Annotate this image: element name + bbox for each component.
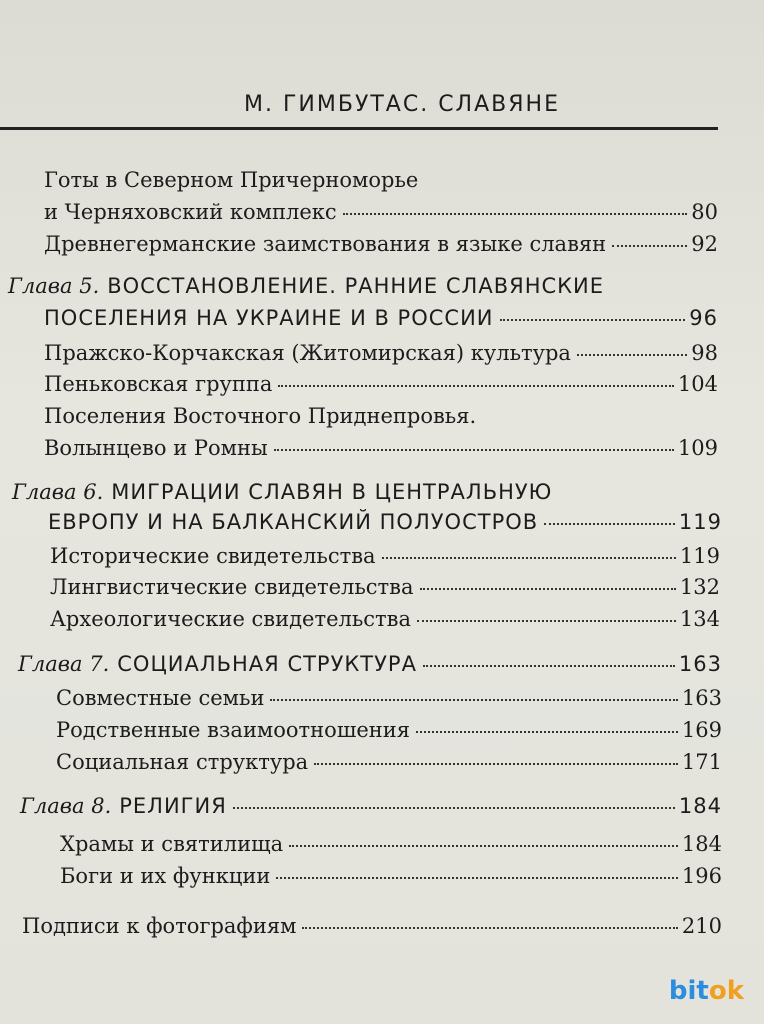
watermark-text-1: bit [668, 976, 709, 1006]
toc-leader-dots [612, 245, 687, 247]
toc-leader-dots [423, 665, 675, 667]
toc-leader-dots [500, 319, 686, 321]
toc-page-number: 210 [681, 914, 722, 938]
toc-entry-text: Пеньковская группа [44, 372, 273, 396]
toc-chapter-5 [44, 304, 718, 332]
toc-page-number: 184 [681, 832, 722, 856]
toc-entry-text: Исторические свидетельства [50, 544, 376, 568]
watermark-logo [669, 976, 744, 1006]
toc-entry-text: Совместные семьи [56, 686, 265, 710]
toc-leader-dots [416, 731, 678, 733]
toc-entry-germanic [44, 230, 718, 258]
toc-leader-dots [276, 877, 678, 879]
toc-page-number: 196 [681, 864, 722, 888]
toc-page-number: 96 [689, 306, 718, 330]
toc-leader-dots [278, 385, 674, 387]
toc-page-number: 163 [681, 686, 722, 710]
toc-chapter-5-line1 [8, 272, 604, 300]
toc-entry-dnieper [44, 434, 718, 462]
chapter-label: Глава 8. [20, 794, 112, 818]
toc-leader-dots [343, 213, 688, 215]
chapter-label: Глава 7. [18, 652, 110, 676]
toc-page-number: 119 [678, 510, 722, 534]
toc-entry-text: Готы в Северном Причерноморье [44, 168, 419, 192]
toc-leader-dots [577, 354, 687, 356]
toc-leader-dots [314, 763, 678, 765]
toc-entry-text: Поселения Восточного Приднепровья. [44, 404, 477, 428]
toc-chapter-7 [18, 650, 722, 678]
toc-entry-kinship [56, 716, 722, 744]
toc-page-number: 169 [681, 718, 722, 742]
toc-entry-text: Храмы и святилища [60, 832, 284, 856]
toc-chapter-6-line1 [12, 478, 552, 506]
toc-entry-goths-line1 [44, 166, 418, 194]
toc-page-number: 134 [679, 607, 720, 631]
toc-entry-text: Социальная структура [56, 750, 309, 774]
toc-leader-dots [420, 588, 676, 590]
toc-leader-dots [289, 845, 678, 847]
chapter-title: РЕЛИГИЯ [119, 794, 227, 818]
toc-entry-temples [60, 830, 722, 858]
toc-page-number: 109 [677, 436, 718, 460]
toc-page-number: 184 [678, 794, 722, 818]
toc-entry-gods [60, 862, 722, 890]
toc-entry-dnieper-line1 [44, 402, 476, 430]
toc-entry-joint-families [56, 684, 722, 712]
toc-leader-dots [544, 523, 675, 525]
toc-page-number: 104 [677, 372, 718, 396]
toc-page-number: 92 [691, 232, 718, 256]
toc-leader-dots [233, 807, 675, 809]
toc-page-number: 119 [679, 544, 720, 568]
toc-page-number: 171 [681, 750, 722, 774]
toc-entry-text: и Черняховский комплекс [44, 200, 337, 224]
toc-page-number: 163 [678, 652, 722, 676]
chapter-title: ПОСЕЛЕНИЯ НА УКРАИНЕ И В РОССИИ [44, 306, 494, 330]
toc-entry-text: Волынцево и Ромны [44, 436, 268, 460]
toc-entry-photo-captions [22, 912, 722, 940]
toc-leader-dots [274, 449, 674, 451]
toc-leader-dots [417, 620, 676, 622]
toc-entry-text: Боги и их функции [60, 864, 271, 888]
toc-leader-dots [270, 699, 677, 701]
toc-entry-archaeological [50, 605, 720, 633]
toc-chapter-8 [20, 792, 722, 820]
toc-entry-text: Пражско-Корчакская (Житомирская) культура [44, 341, 571, 365]
toc-entry-text: Родственные взаимоотношения [56, 718, 411, 742]
toc-entry-goths [44, 198, 718, 226]
toc-entry-text: Лингвистические свидетельства [50, 575, 414, 599]
watermark-text-2: ok [708, 976, 744, 1006]
toc-leader-dots [302, 927, 677, 929]
toc-page-number: 98 [691, 341, 718, 365]
toc-entry-text: Древнегерманские заимствования в языке славян [44, 232, 607, 256]
toc-entry-linguistic [50, 573, 720, 601]
chapter-title: МИГРАЦИИ СЛАВЯН В ЦЕНТРАЛЬНУЮ [111, 480, 553, 504]
toc-chapter-6 [48, 508, 722, 536]
chapter-title: СОЦИАЛЬНАЯ СТРУКТУРА [117, 652, 417, 676]
chapter-label: Глава 5. [8, 274, 100, 298]
chapter-title: ВОССТАНОВЛЕНИЕ. РАННИЕ СЛАВЯНСКИЕ [107, 274, 605, 298]
toc-page-number: 80 [691, 200, 718, 224]
toc-page-number: 132 [679, 575, 720, 599]
toc-entry-prague [44, 339, 718, 367]
toc-entry-text: Подписи к фотографиям [22, 914, 297, 938]
chapter-title: ЕВРОПУ И НА БАЛКАНСКИЙ ПОЛУОСТРОВ [48, 510, 539, 534]
toc-entry-social-structure [56, 748, 722, 776]
toc-leader-dots [382, 557, 676, 559]
toc-entry-text: Археологические свидетельства [50, 607, 412, 631]
chapter-label: Глава 6. [12, 480, 104, 504]
toc-entry-historical [50, 542, 720, 570]
header-rule [0, 127, 718, 130]
running-header: М. ГИМБУТАС. СЛАВЯНЕ [244, 92, 560, 117]
toc-entry-penkovka [44, 370, 718, 398]
